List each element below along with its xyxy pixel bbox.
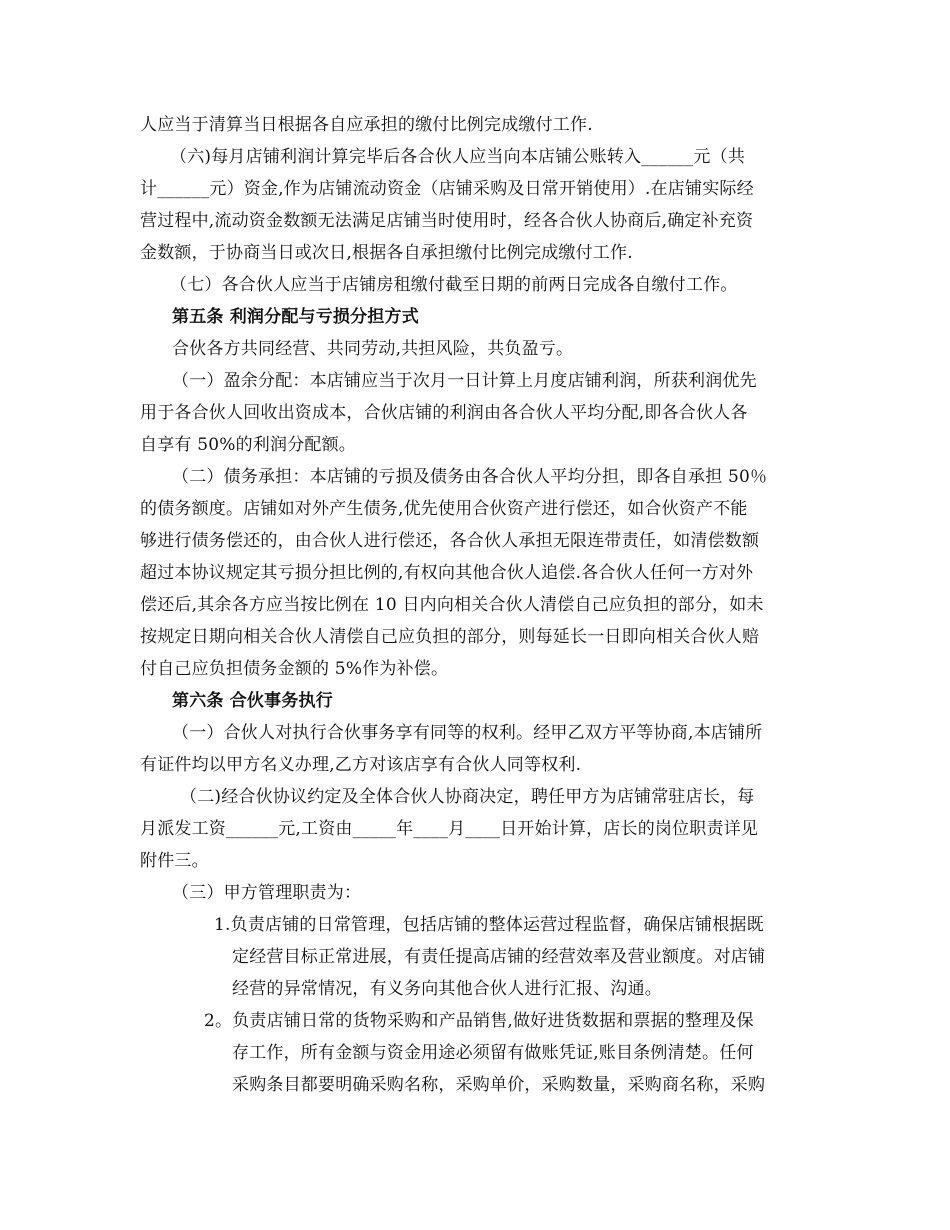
text-line: 够进行债务偿还的，由合伙人进行偿还，各合伙人承担无限连带责任，如清偿数额 bbox=[140, 531, 760, 551]
list-item-text: 1.负责店铺的日常管理，包括店铺的整体运营过程监督，确保店铺根据既 bbox=[214, 915, 764, 935]
text-line: 用于各合伙人回收出资成本，合伙店铺的利润由各合伙人平均分配,即各合伙人各 bbox=[140, 403, 748, 423]
text-line: （一）合伙人对执行合伙事务享有同等的权利。经甲乙双方平等协商,本店铺所 bbox=[172, 723, 763, 743]
text-line: 自享有 50%的利润分配额。 bbox=[140, 435, 356, 455]
text-line: （六)每月店铺利润计算完毕后各合伙人应当向本店铺公账转入______元（共 bbox=[170, 147, 746, 167]
text-line: 按规定日期向相关合伙人清偿自己应负担的部分，则每延长一日即向相关合伙人赔 bbox=[140, 627, 760, 647]
text-line: 金数额，于协商当日或次日,根据各自承担缴付比例完成缴付工作. bbox=[140, 243, 633, 263]
text-line: 人应当于清算当日根据各自应承担的缴付比例完成缴付工作. bbox=[140, 115, 593, 135]
text-line: 月派发工资______元,工资由_____年____月____日开始计算，店长的岗位职责详见 bbox=[140, 819, 759, 839]
text-line: 经营的异常情况，有义务向其他合伙人进行汇报、沟通。 bbox=[232, 979, 662, 999]
section-heading: 第五条 利润分配与亏损分担方式 bbox=[172, 307, 419, 327]
text-line: （二)经合伙协议约定及全体合伙人协商决定，聘任甲方为店铺常驻店长，每 bbox=[180, 787, 755, 807]
text-line: 采购条目都要明确采购名称，采购单价，采购数量，采购商名称，采购 bbox=[232, 1075, 766, 1095]
text-line: 营过程中,流动资金数额无法满足店铺当时使用时，经各合伙人协商后,确定补充资 bbox=[140, 211, 754, 231]
list-item-text: 2。负责店铺日常的货物采购和产品销售,做好进货数据和票据的整理及保 bbox=[204, 1011, 754, 1031]
text-line: （三）甲方管理职责为： bbox=[172, 883, 362, 903]
text-line: 的债务额度。店铺如对外产生债务,优先使用合伙资产进行偿还，如合伙资产不能 bbox=[140, 499, 748, 519]
text-line: 存工作，所有金额与资金用途必须留有做账凭证,账目条例清楚。任何 bbox=[232, 1043, 754, 1063]
text-line: 超过本协议规定其亏损分担比例的,有权向其他合伙人追偿.各合伙人任何一方对外 bbox=[140, 563, 754, 583]
text-line: 合伙各方共同经营、共同劳动,共担风险，共负盈亏。 bbox=[172, 339, 574, 359]
section-heading: 第六条 合伙事务执行 bbox=[172, 691, 333, 711]
text-line: 付自己应负担债务金额的 5%作为补偿。 bbox=[140, 659, 449, 679]
text-line: 偿还后,其余各方应当按比例在 10 日内向相关合伙人清偿自己应负担的部分，如未 bbox=[140, 595, 764, 615]
text-line: （二）债务承担：本店铺的亏损及债务由各合伙人平均分担，即各自承担 50％ bbox=[172, 467, 768, 487]
text-line: 附件三。 bbox=[140, 851, 209, 871]
text-line: （一）盈余分配：本店铺应当于次月一日计算上月度店铺利润，所获利润优先 bbox=[172, 371, 757, 391]
text-line: （七）各合伙人应当于店铺房租缴付截至日期的前两日完成各自缴付工作。 bbox=[170, 275, 738, 295]
text-line: 计______元）资金,作为店铺流动资金（店铺采购及日常开销使用）.在店铺实际经 bbox=[140, 179, 754, 199]
text-line: 有证件均以甲方名义办理,乙方对该店享有合伙人同等权利. bbox=[140, 755, 582, 775]
text-line: 定经营目标正常进展，有责任提高店铺的经营效率及营业额度。对店铺 bbox=[232, 947, 766, 967]
